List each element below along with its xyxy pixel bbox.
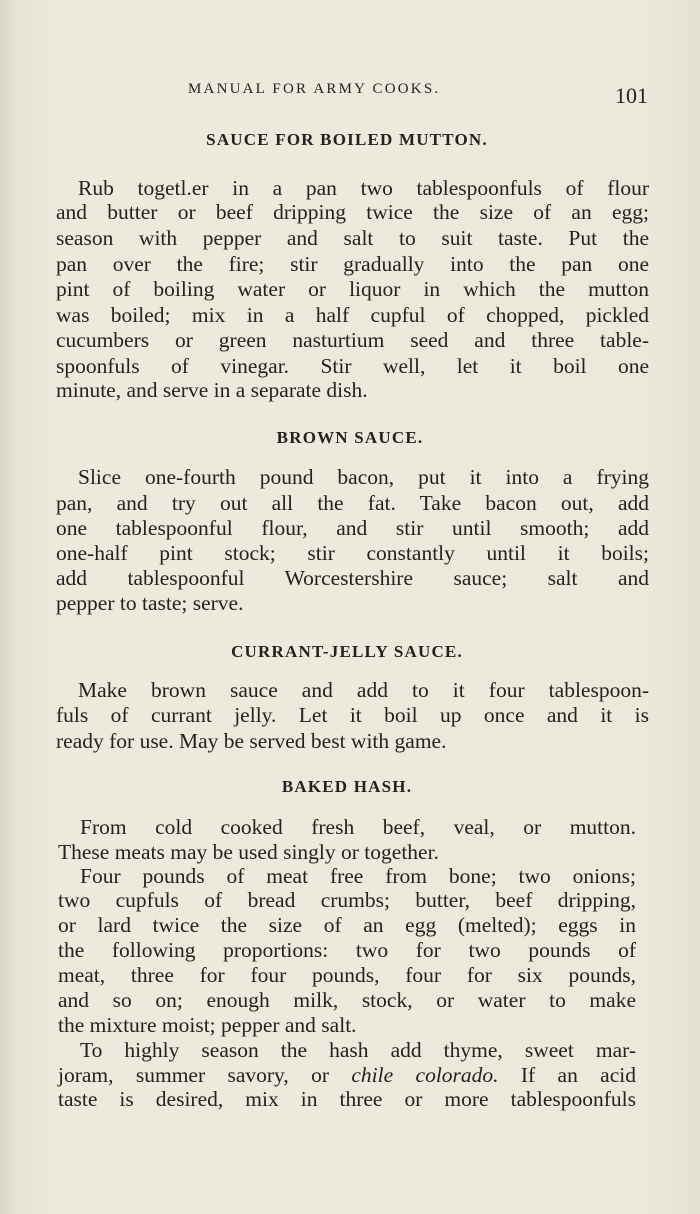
recipe-title-brown-sauce: BROWN SAUCE. xyxy=(276,428,424,447)
page-number: 101 xyxy=(615,83,648,108)
text-line: ready for use. May be served best with game. xyxy=(56,729,447,753)
text-line: Four pounds of meat free from bone; two onions; xyxy=(80,864,636,888)
text-line: was boiled; mix in a half cupful of chopped, pickled xyxy=(56,303,649,327)
text-line: season with pepper and salt to suit taste. Put the xyxy=(56,226,649,250)
text-line: add tablespoonful Worcestershire sauce; salt and xyxy=(56,566,649,590)
text-line: These meats may be used singly or together. xyxy=(58,840,439,864)
text-line xyxy=(58,1063,636,1087)
recipe-title-currant-jelly-sauce: CURRANT-JELLY SAUCE. xyxy=(231,642,463,661)
text-line: To highly season the hash add thyme, sweet mar- xyxy=(80,1038,636,1062)
text-line: spoonfuls of vinegar. Stir well, let it boil one xyxy=(56,354,649,378)
text-line: one tablespoonful flour, and stir until smooth; add xyxy=(56,516,649,540)
text-line: pan, and try out all the fat. Take bacon out, add xyxy=(56,491,649,515)
text-line: Slice one-fourth pound bacon, put it into a frying xyxy=(78,465,649,489)
text-line: fuls of currant jelly. Let it boil up once and it is xyxy=(56,703,649,727)
text-line: Rub togetl.er in a pan two tablespoonfuls of flour xyxy=(78,176,649,200)
recipe-title-baked-hash: BAKED HASH. xyxy=(281,777,413,796)
text-line: From cold cooked fresh beef, veal, or mutton. xyxy=(80,815,636,839)
recipe-title-sauce-for-boiled-mutton: SAUCE FOR BOILED MUTTON. xyxy=(206,130,488,149)
running-title: MANUAL FOR ARMY COOKS. xyxy=(188,81,441,97)
italic-term: chile colorado. xyxy=(351,1063,499,1087)
text-line: and butter or beef dripping twice the size of an egg; xyxy=(56,200,649,224)
text-line: two cupfuls of bread crumbs; butter, beef dripping, xyxy=(58,888,636,912)
text-line: minute, and serve in a separate dish. xyxy=(56,378,368,402)
text-line: meat, three for four pounds, four for six pounds, xyxy=(58,963,636,987)
text-segment: joram, summer savory, or xyxy=(58,1063,352,1087)
text-line: pint of boiling water or liquor in which the mutton xyxy=(56,277,649,301)
text-line: and so on; enough milk, stock, or water to make xyxy=(58,988,636,1012)
text-line: the mixture moist; pepper and salt. xyxy=(58,1013,357,1037)
text-line: or lard twice the size of an egg (melted); eggs in xyxy=(58,913,636,937)
text-segment: If an acid xyxy=(498,1063,636,1087)
text-line: taste is desired, mix in three or more tablespoonfuls xyxy=(58,1087,636,1111)
text-line: pepper to taste; serve. xyxy=(56,591,244,615)
text-line: Make brown sauce and add to it four tablespoon- xyxy=(78,678,649,702)
running-header xyxy=(0,77,700,107)
text-line: pan over the fire; stir gradually into the pan one xyxy=(56,252,649,276)
text-line: one-half pint stock; stir constantly until it boils; xyxy=(56,541,649,565)
text-line: the following proportions: two for two pounds of xyxy=(58,938,636,962)
text-line: cucumbers or green nasturtium seed and three table- xyxy=(56,328,649,352)
